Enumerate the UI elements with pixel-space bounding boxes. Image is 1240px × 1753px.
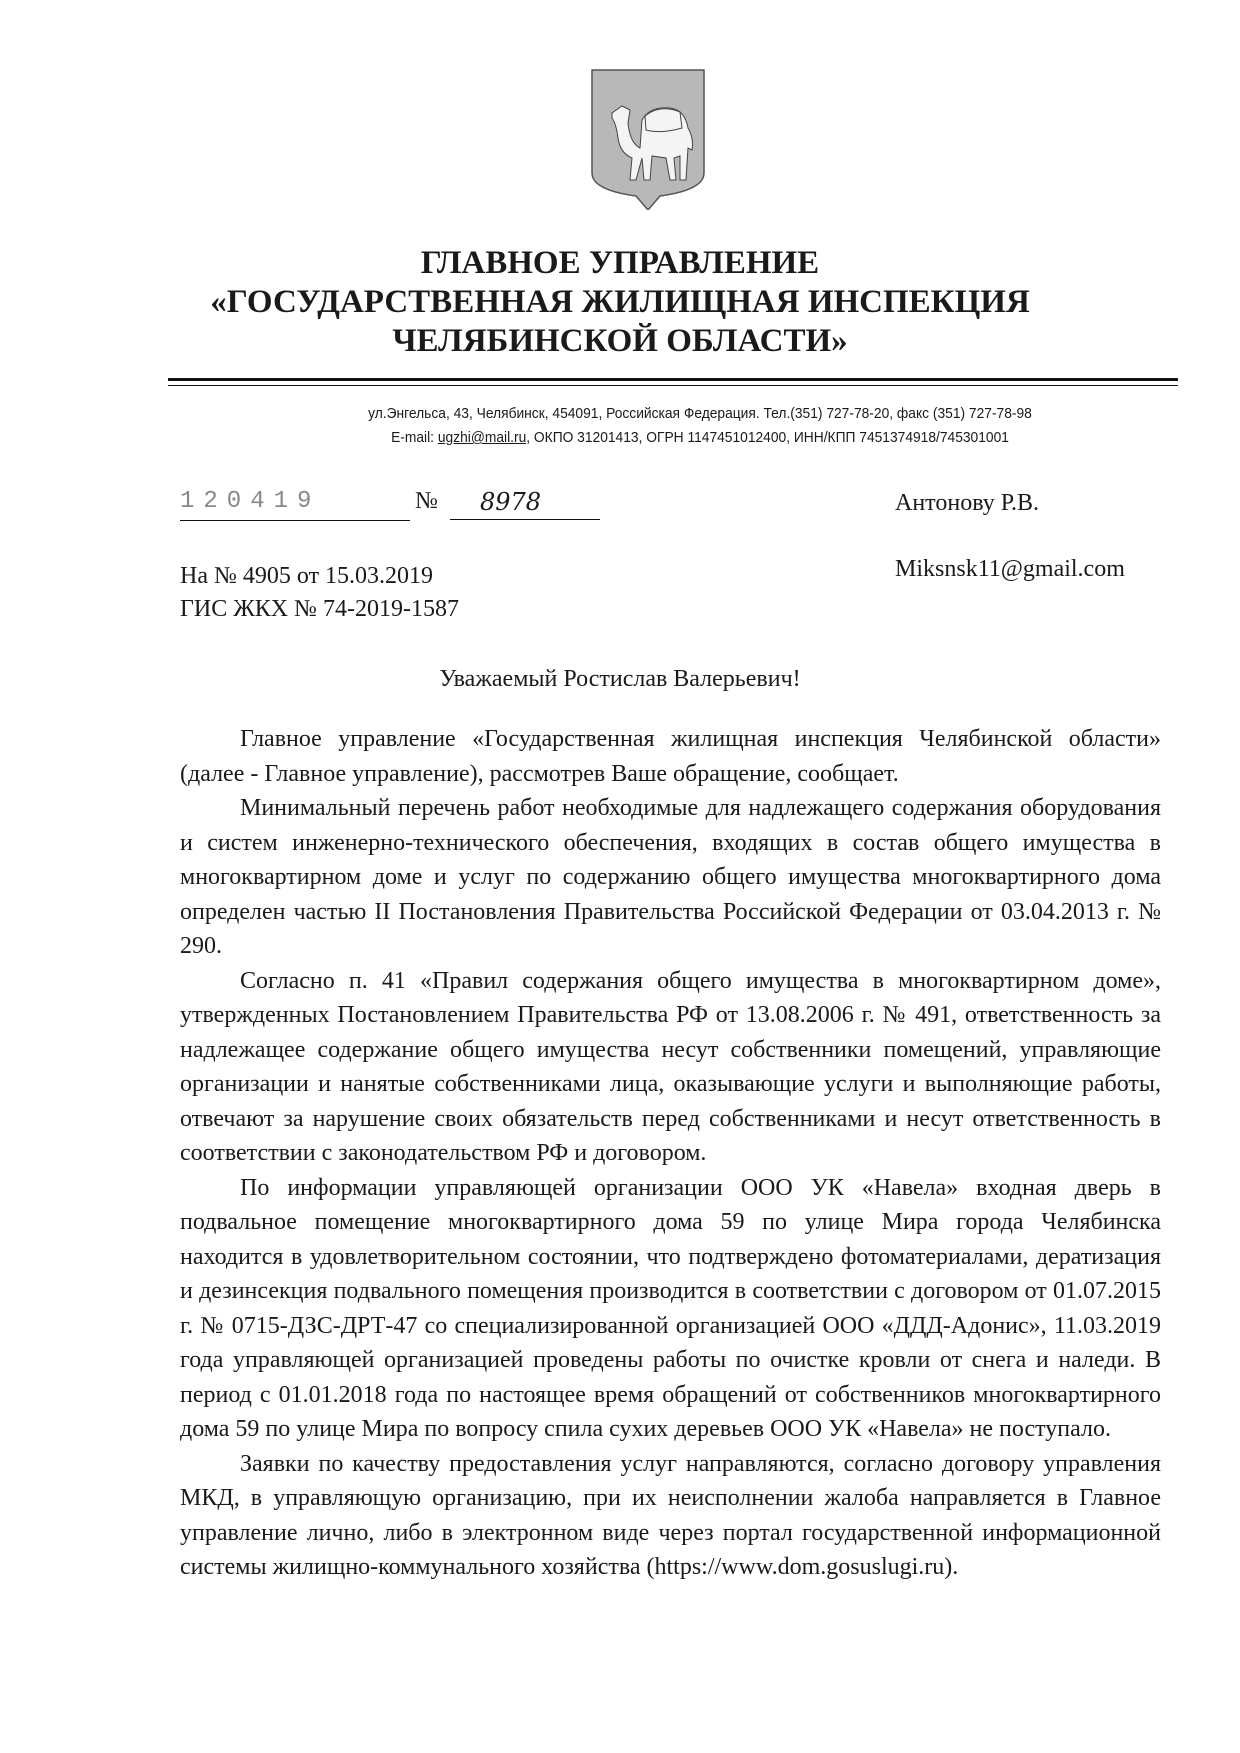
references bbox=[180, 560, 459, 626]
letter-body bbox=[180, 722, 1161, 1585]
contact-info bbox=[286, 402, 1114, 450]
paragraph: Согласно п. 41 «Правил содержания общего имущества в многоквартирном доме», утвержденных Постановлением Правительства РФ от 13.08.2006 г. № 491, ответственность за надлежащее содержание общего имущества несут собственники помещений, управляющие организации и нанятые собственниками лица, оказывающие услуги и выполняющие работы, отвечают за нарушение своих обязательств перед собственниками и несут ответственность в соответствии с законодательством РФ и договором. bbox=[180, 967, 1161, 1166]
address-line: ул.Энгельса, 43, Челябинск, 454091, Российская Федерация. Тел.(351) 727-78-20, факс (351) 727-78-98 bbox=[368, 405, 1032, 422]
header-rule-thin bbox=[168, 385, 1178, 386]
coat-of-arms-emblem bbox=[590, 68, 706, 210]
reference-line: ГИС ЖКХ № 74-2019-1587 bbox=[180, 596, 459, 622]
title-line: «ГОСУДАРСТВЕННАЯ ЖИЛИЩНАЯ ИНСПЕКЦИЯ bbox=[210, 284, 1030, 320]
greeting: Уважаемый Ростислав Валерьевич! bbox=[439, 666, 801, 692]
paragraph: По информации управляющей организации ООО УК «Навела» входная дверь в подвальное помещение многоквартирного дома 59 по улице Мира города Челябинска находится в удовлетворительном состоянии, что подтверждено фотоматериалами, дератизация и дезинсекция подвального помещения производится в соответствии с договором от 01.07.2015 г. № 0715-ДЗС-ДРТ-47 со специализированной организацией ООО «ДДД-Адонис», 11.03.2019 года управляющей организацией проведены работы по очистке кровли от снега и наледи. В период с 01.01.2018 года по настоящее время обращений от собственников многоквартирного дома 59 по улице Мира по вопросу спила сухих деревьев ООО УК «Навела» не поступало. bbox=[180, 1174, 1161, 1442]
recipient-email: Miksnsk11@gmail.com bbox=[895, 556, 1125, 582]
title-line: ГЛАВНОЕ УПРАВЛЕНИЕ bbox=[420, 245, 820, 281]
number-sign: № bbox=[415, 488, 438, 514]
email-label: E-mail: bbox=[391, 429, 438, 446]
paragraph: Главное управление «Государственная жилищная инспекция Челябинской области» (далее - Главное управление), рассмотрев Ваше обращение, сообщает. bbox=[180, 726, 1161, 787]
agency-title bbox=[0, 244, 1240, 361]
paragraph: Заявки по качеству предоставления услуг направляются, согласно договору управления МКД, в управляющую организацию, при их неисполнении жалоба направляется в Главное управление лично, либо в электронном виде через портал государственной информационной системы жилищно-коммунального хозяйства (https://www.dom.gosuslugi.ru). bbox=[180, 1450, 1161, 1580]
recipient-name: Антонову Р.В. bbox=[895, 490, 1040, 516]
registry-codes: , ОКПО 31201413, ОГРН 1147451012400, ИНН/КПП 7451374918/745301001 bbox=[526, 429, 1009, 446]
header-rule bbox=[168, 378, 1178, 381]
registration-number: 8978 bbox=[450, 488, 600, 520]
registration-date-stamp: 120419 bbox=[180, 488, 410, 521]
agency-email-link[interactable]: ugzhi@mail.ru bbox=[437, 429, 527, 446]
paragraph: Минимальный перечень работ необходимые для надлежащего содержания оборудования и систем инженерно-технического обеспечения, входящих в состав общего имущества в многоквартирном доме и услуг по содержанию общего имущества многоквартирного дома определен частью II Постановления Правительства Российской Федерации от 03.04.2013 г. № 290. bbox=[180, 795, 1161, 959]
reference-line: На № 4905 от 15.03.2019 bbox=[180, 563, 434, 589]
title-line: ЧЕЛЯБИНСКОЙ ОБЛАСТИ» bbox=[392, 323, 848, 359]
